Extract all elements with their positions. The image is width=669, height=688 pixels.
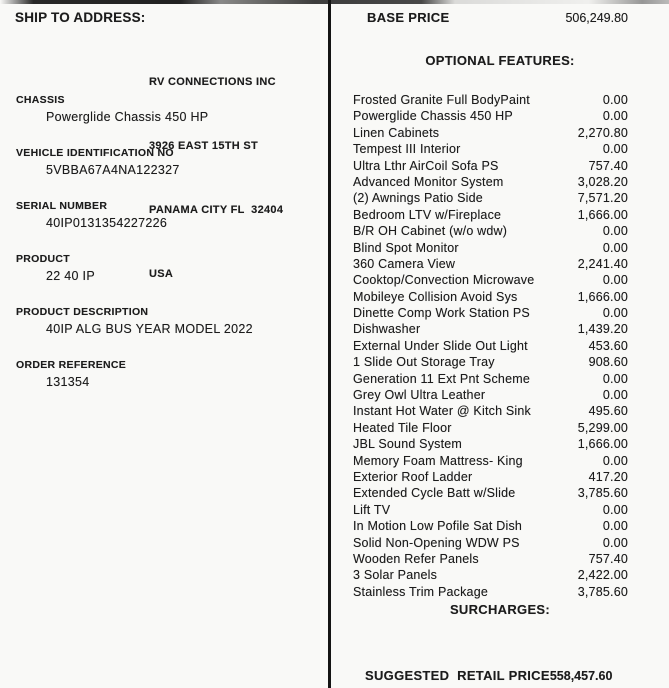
- feature-price: 0.00: [602, 306, 628, 321]
- feature-name: Instant Hot Water @ Kitch Sink: [353, 404, 532, 419]
- base-price-row: [331, 0, 669, 25]
- feature-price: 7,571.20: [577, 191, 628, 206]
- feature-name: 3 Solar Panels: [353, 568, 438, 583]
- feature-row: [353, 272, 628, 288]
- feature-row: [353, 502, 628, 518]
- feature-name: Advanced Monitor System: [353, 174, 504, 189]
- feature-name: 1 Slide Out Storage Tray: [353, 355, 495, 370]
- field-value: 40IP0131354227226: [46, 216, 168, 230]
- base-price-value: 506,249.80: [565, 11, 628, 25]
- feature-price: 757.40: [588, 551, 628, 566]
- feature-row: [353, 92, 628, 108]
- feature-name: Frosted Granite Full BodyPaint: [353, 93, 530, 107]
- feature-price: 2,241.40: [577, 256, 628, 271]
- vehicle-field: [16, 200, 318, 230]
- field-label: CHASSIS: [16, 94, 65, 106]
- feature-price: 1,666.00: [577, 437, 628, 452]
- feature-row: [353, 174, 628, 190]
- feature-name: Heated Tile Floor: [353, 420, 452, 435]
- feature-price: 0.00: [602, 502, 628, 517]
- feature-price: 0.00: [602, 109, 628, 124]
- vehicle-field-list: [16, 94, 318, 412]
- feature-row: [353, 190, 628, 206]
- feature-price: 5,299.00: [577, 420, 628, 435]
- feature-row: [353, 256, 628, 272]
- vehicle-field: [16, 147, 318, 177]
- feature-row: [353, 125, 628, 141]
- vehicle-field: [16, 306, 318, 336]
- vehicle-info-column: [0, 0, 328, 688]
- address-line: USA: [149, 268, 174, 280]
- feature-row: [353, 485, 628, 501]
- feature-name: Linen Cabinets: [353, 125, 440, 140]
- suggested-retail-label: SUGGESTED RETAIL PRICE: [365, 668, 550, 683]
- feature-name: Grey Owl Ultra Leather: [353, 388, 486, 403]
- feature-price: 757.40: [588, 158, 628, 173]
- ship-to-label: SHIP TO ADDRESS:: [15, 10, 146, 25]
- field-value: 22 40 IP: [46, 269, 95, 283]
- feature-row: [353, 371, 628, 387]
- field-value: 5VBBA67A4NA122327: [46, 163, 180, 177]
- field-label: PRODUCT DESCRIPTION: [16, 306, 149, 318]
- feature-price: 0.00: [602, 388, 628, 403]
- feature-price: 3,785.60: [577, 584, 628, 599]
- feature-name: (2) Awnings Patio Side: [353, 191, 483, 206]
- feature-row: [353, 535, 628, 551]
- feature-name: Ultra Lthr AirCoil Sofa PS: [353, 158, 499, 173]
- feature-name: Powerglide Chassis 450 HP: [353, 109, 513, 124]
- feature-row: [353, 403, 628, 419]
- field-value: 131354: [46, 375, 90, 389]
- feature-name: Stainless Trim Package: [353, 584, 489, 599]
- feature-name: Extended Cycle Batt w/Slide: [353, 486, 516, 501]
- feature-name: Memory Foam Mattress- King: [353, 453, 523, 468]
- feature-price: 453.60: [588, 338, 628, 353]
- feature-price: 0.00: [602, 142, 628, 157]
- surcharges-heading: SURCHARGES:: [449, 602, 551, 618]
- feature-name: Bedroom LTV w/Fireplace: [353, 207, 502, 222]
- field-label: ORDER REFERENCE: [16, 359, 127, 371]
- feature-price: 1,666.00: [577, 207, 628, 222]
- feature-row: [353, 567, 628, 583]
- feature-price: 0.00: [602, 371, 628, 386]
- base-price-label: BASE PRICE: [367, 10, 450, 25]
- field-label: SERIAL NUMBER: [16, 200, 108, 212]
- address-line: 3926 EAST 15TH ST: [149, 140, 259, 152]
- field-value: 40IP ALG BUS YEAR MODEL 2022: [46, 322, 253, 336]
- feature-name: Solid Non-Opening WDW PS: [353, 535, 520, 550]
- feature-price: 3,785.60: [577, 486, 628, 501]
- feature-row: [353, 354, 628, 370]
- feature-row: [353, 223, 628, 239]
- optional-features-list: [331, 92, 669, 600]
- feature-price: 0.00: [602, 453, 628, 468]
- feature-row: [353, 240, 628, 256]
- feature-row: [353, 289, 628, 305]
- feature-price: 2,422.00: [577, 568, 628, 583]
- vehicle-field: [16, 253, 318, 283]
- optional-features-heading: OPTIONAL FEATURES:: [425, 53, 575, 68]
- feature-price: 0.00: [602, 535, 628, 550]
- address-line: PANAMA CITY FL 32404: [149, 204, 284, 216]
- feature-name: Exterior Roof Ladder: [353, 469, 473, 484]
- feature-row: [353, 141, 628, 157]
- feature-name: Dishwasher: [353, 322, 421, 337]
- feature-name: Wooden Refer Panels: [353, 551, 479, 566]
- feature-row: [353, 420, 628, 436]
- feature-name: Dinette Comp Work Station PS: [353, 306, 530, 321]
- feature-name: Cooktop/Convection Microwave: [353, 273, 535, 288]
- feature-price: 3,028.20: [577, 174, 628, 189]
- vehicle-field: [16, 94, 318, 124]
- feature-price: 0.00: [602, 240, 628, 255]
- feature-price: 1,666.00: [577, 289, 628, 304]
- feature-price: 0.00: [602, 519, 628, 534]
- feature-price: 495.60: [588, 404, 628, 419]
- feature-row: [353, 207, 628, 223]
- feature-row: [353, 436, 628, 452]
- feature-row: [353, 551, 628, 567]
- feature-price: 908.60: [588, 355, 628, 370]
- feature-name: Tempest III Interior: [353, 142, 461, 157]
- feature-price: 0.00: [602, 224, 628, 239]
- suggested-retail-row: [331, 668, 669, 683]
- feature-name: 360 Camera View: [353, 256, 456, 271]
- pricing-column: [331, 0, 669, 688]
- feature-name: In Motion Low Pofile Sat Dish: [353, 519, 523, 534]
- field-value: Powerglide Chassis 450 HP: [46, 110, 209, 124]
- feature-price: 2,270.80: [577, 125, 628, 140]
- feature-name: B/R OH Cabinet (w/o wdw): [353, 224, 508, 239]
- suggested-retail-value: 558,457.60: [549, 669, 613, 683]
- address-line: RV CONNECTIONS INC: [149, 76, 276, 88]
- feature-name: Blind Spot Monitor: [353, 240, 459, 255]
- feature-row: [353, 584, 628, 600]
- feature-row: [353, 108, 628, 124]
- feature-row: [353, 338, 628, 354]
- feature-row: [353, 158, 628, 174]
- feature-row: [353, 469, 628, 485]
- feature-row: [353, 453, 628, 469]
- feature-name: Generation 11 Ext Pnt Scheme: [353, 371, 530, 386]
- feature-name: External Under Slide Out Light: [353, 338, 528, 353]
- feature-name: Mobileye Collision Avoid Sys: [353, 289, 518, 304]
- feature-name: JBL Sound System: [353, 437, 463, 452]
- feature-price: 0.00: [602, 93, 628, 107]
- feature-price: 1,439.20: [577, 322, 628, 337]
- feature-row: [353, 387, 628, 403]
- vehicle-field: [16, 359, 318, 389]
- field-label: VEHICLE IDENTIFICATION NO: [16, 147, 174, 159]
- feature-row: [353, 305, 628, 321]
- feature-row: [353, 518, 628, 534]
- feature-price: 0.00: [602, 273, 628, 288]
- feature-row: [353, 321, 628, 337]
- feature-price: 417.20: [588, 469, 628, 484]
- feature-name: Lift TV: [353, 502, 391, 517]
- field-label: PRODUCT: [16, 253, 71, 265]
